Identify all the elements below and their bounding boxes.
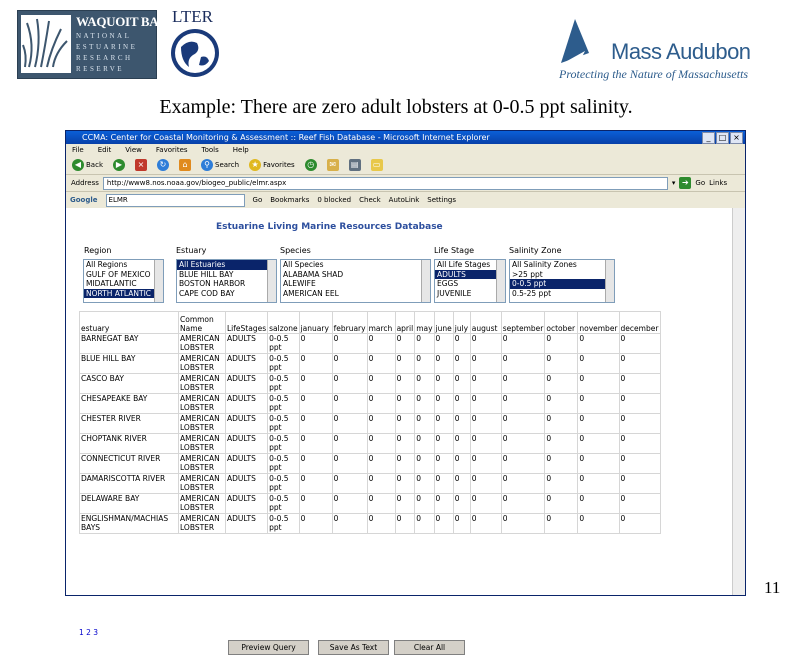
window-titlebar[interactable] (66, 131, 745, 144)
table-cell: 0 (367, 434, 395, 454)
column-header: november (578, 312, 619, 334)
table-cell: 0 (453, 474, 470, 494)
table-cell: 0 (415, 514, 434, 534)
table-cell: 0 (619, 414, 660, 434)
google-search-input[interactable]: ELMR (106, 194, 245, 207)
table-cell: ADULTS (226, 354, 268, 374)
table-cell: BARNEGAT BAY (80, 334, 179, 354)
list-option[interactable]: All Regions (86, 260, 128, 269)
table-cell: 0 (501, 414, 545, 434)
column-header: september (501, 312, 545, 334)
menu-file[interactable]: File (72, 146, 84, 154)
region-label: Region (84, 246, 112, 255)
table-cell: DELAWARE BAY (80, 494, 179, 514)
table-cell: AMERICAN LOBSTER (179, 514, 226, 534)
table-cell: 0 (470, 334, 501, 354)
table-cell: ADULTS (226, 434, 268, 454)
table-cell: 0 (434, 514, 453, 534)
table-row (80, 434, 661, 454)
table-row (80, 454, 661, 474)
table-cell: AMERICAN LOBSTER (179, 334, 226, 354)
table-cell: 0 (332, 494, 367, 514)
spellcheck-button[interactable]: Check (359, 196, 381, 204)
table-cell: 0 (299, 474, 332, 494)
table-cell: 0 (578, 394, 619, 414)
table-cell: ADULTS (226, 474, 268, 494)
table-cell: 0 (367, 334, 395, 354)
table-cell: 0 (367, 514, 395, 534)
table-cell: 0 (619, 454, 660, 474)
lter-title: LTER (172, 7, 213, 26)
table-cell: 0 (367, 474, 395, 494)
table-cell: 0 (619, 374, 660, 394)
forward-arrow-icon[interactable]: ▶ (113, 159, 125, 171)
menu-view[interactable]: View (125, 146, 142, 154)
save-as-text-button[interactable]: Save As Text (318, 640, 389, 655)
slide-caption: Example: There are zero adult lobsters at 0-0.5 ppt salinity. (159, 96, 633, 118)
back-label: Back (86, 161, 103, 169)
page-scrollbar[interactable] (732, 208, 745, 595)
favorites-label: Favorites (263, 161, 295, 169)
list-option-selected[interactable]: All Estuaries (177, 260, 276, 270)
table-cell: 0-0.5 ppt (268, 414, 299, 434)
menu-tools[interactable]: Tools (201, 146, 219, 154)
table-cell: ADULTS (226, 374, 268, 394)
column-header: march (367, 312, 395, 334)
table-cell: 0 (299, 454, 332, 474)
maximize-button[interactable]: □ (716, 132, 729, 144)
pagination-links[interactable]: 1 2 3 (79, 628, 99, 637)
star-icon: ★ (249, 159, 261, 171)
table-cell: 0 (501, 374, 545, 394)
estuary-label: Estuary (176, 246, 207, 255)
menu-bar (66, 144, 745, 156)
clear-all-button[interactable]: Clear All (394, 640, 465, 655)
table-cell: 0 (395, 394, 415, 414)
table-header-row (80, 312, 661, 334)
links-button[interactable]: Links (709, 179, 728, 187)
table-cell: 0 (395, 434, 415, 454)
table-cell: 0 (619, 434, 660, 454)
list-option[interactable]: All Salinity Zones (512, 260, 577, 269)
globe-icon (171, 29, 219, 77)
list-option[interactable]: 0.5-25 ppt (512, 288, 552, 298)
table-cell: 0 (367, 394, 395, 414)
table-cell: 0 (545, 394, 578, 414)
table-cell: 0 (453, 334, 470, 354)
table-cell: 0 (395, 414, 415, 434)
table-cell: 0 (453, 374, 470, 394)
table-cell: 0 (299, 434, 332, 454)
go-button[interactable]: Go (695, 179, 706, 187)
google-logo: Google (70, 196, 98, 204)
column-header: april (395, 312, 415, 334)
table-cell: 0 (332, 434, 367, 454)
table-cell: 0 (619, 514, 660, 534)
slide-number: 11 (764, 578, 781, 597)
table-cell: 0 (545, 454, 578, 474)
table-cell: CASCO BAY (80, 374, 179, 394)
bookmarks-button[interactable]: Bookmarks (270, 196, 310, 204)
column-header: july (453, 312, 470, 334)
table-cell: 0 (578, 374, 619, 394)
waquoit-line: RESERVE (76, 65, 125, 73)
table-cell: 0 (619, 494, 660, 514)
mass-audubon-name: Mass Audubon (611, 39, 751, 64)
table-cell: 0 (470, 514, 501, 534)
list-option[interactable]: JUVENILE (437, 288, 472, 298)
table-cell: 0-0.5 ppt (268, 394, 299, 414)
table-cell: ADULTS (226, 334, 268, 354)
table-cell: 0 (501, 474, 545, 494)
table-cell: 0 (453, 394, 470, 414)
table-cell: 0 (332, 354, 367, 374)
table-cell: 0 (501, 454, 545, 474)
table-cell: 0 (578, 474, 619, 494)
waquoit-line: RESEARCH (76, 54, 133, 62)
table-cell: 0 (367, 374, 395, 394)
table-cell: 0 (470, 474, 501, 494)
table-cell: 0 (415, 374, 434, 394)
list-option[interactable]: ALABAMA SHAD (283, 269, 344, 279)
table-cell: 0 (501, 434, 545, 454)
table-cell: 0 (299, 374, 332, 394)
window-title: CCMA: Center for Coastal Monitoring & Assessment :: Reef Fish Database - Microsoft Internet Explorer (82, 133, 490, 142)
table-cell: 0 (395, 354, 415, 374)
list-option-selected[interactable]: 0-0.5 ppt (510, 279, 614, 289)
table-cell: ADULTS (226, 454, 268, 474)
salinity-listbox[interactable] (509, 259, 615, 303)
table-cell: 0 (299, 494, 332, 514)
list-option[interactable]: GULF OF MEXICO (86, 269, 151, 279)
table-cell: 0-0.5 ppt (268, 474, 299, 494)
table-cell: 0 (545, 374, 578, 394)
table-cell: 0 (545, 334, 578, 354)
table-cell: 0 (299, 394, 332, 414)
table-cell: 0 (367, 354, 395, 374)
table-cell: CHESAPEAKE BAY (80, 394, 179, 414)
table-cell: CHESTER RIVER (80, 414, 179, 434)
table-cell: 0 (619, 474, 660, 494)
column-header: LifeStages (226, 312, 268, 334)
list-option[interactable]: All Species (283, 260, 324, 269)
mail-icon[interactable]: ✉ (327, 159, 339, 171)
table-cell: 0 (545, 354, 578, 374)
region-listbox[interactable] (83, 259, 164, 303)
table-cell: 0-0.5 ppt (268, 334, 299, 354)
table-cell: 0 (470, 354, 501, 374)
table-cell: 0 (619, 354, 660, 374)
list-option-selected[interactable]: NORTH ATLANTIC (84, 289, 163, 299)
table-cell: 0 (395, 334, 415, 354)
table-cell: 0 (501, 334, 545, 354)
table-cell: 0 (332, 374, 367, 394)
search-button[interactable] (201, 159, 239, 171)
table-cell: ADULTS (226, 514, 268, 534)
table-cell: BLUE HILL BAY (80, 354, 179, 374)
listbox-scrollbar[interactable] (496, 260, 505, 302)
table-cell: 0 (434, 494, 453, 514)
back-arrow-icon: ◀ (72, 159, 84, 171)
menu-edit[interactable]: Edit (97, 146, 112, 154)
close-button[interactable]: × (730, 132, 743, 144)
table-cell: 0-0.5 ppt (268, 494, 299, 514)
table-cell: 0 (578, 354, 619, 374)
list-option[interactable]: AMERICAN EEL (283, 288, 339, 298)
page-title: Estuarine Living Marine Resources Database (216, 222, 443, 232)
list-option[interactable]: BOSTON HARBOR (179, 279, 246, 289)
table-cell: AMERICAN LOBSTER (179, 354, 226, 374)
column-header: may (415, 312, 434, 334)
table-cell: 0 (434, 374, 453, 394)
back-button[interactable] (72, 159, 103, 171)
table-cell: DAMARISCOTTA RIVER (80, 474, 179, 494)
browser-toolbar (66, 156, 745, 175)
address-dropdown-icon[interactable]: ▾ (671, 179, 676, 187)
lifestage-listbox[interactable] (434, 259, 506, 303)
list-option[interactable]: All Life Stages (437, 260, 491, 269)
listbox-scrollbar[interactable] (605, 260, 614, 302)
list-option[interactable]: MIDATLANTIC (86, 279, 137, 289)
table-cell: 0 (501, 354, 545, 374)
table-cell: 0 (578, 494, 619, 514)
search-label: Search (215, 161, 240, 169)
table-cell: 0 (415, 334, 434, 354)
table-cell: 0 (332, 334, 367, 354)
table-cell: 0 (545, 414, 578, 434)
table-cell: 0 (501, 494, 545, 514)
table-cell: 0 (332, 514, 367, 534)
table-cell: 0 (299, 414, 332, 434)
menu-help[interactable]: Help (232, 146, 249, 154)
table-cell: 0 (619, 394, 660, 414)
listbox-scrollbar[interactable] (267, 260, 276, 302)
table-cell: 0 (367, 454, 395, 474)
list-option[interactable]: ALEWIFE (283, 279, 316, 289)
results-table (79, 311, 661, 534)
address-label: Address (71, 179, 99, 187)
table-row (80, 334, 661, 354)
column-header: january (299, 312, 332, 334)
lter-logo (168, 7, 224, 81)
table-cell: 0 (470, 434, 501, 454)
table-cell: AMERICAN LOBSTER (179, 374, 226, 394)
table-cell: 0 (395, 454, 415, 474)
address-bar (66, 175, 745, 192)
go-arrow-icon[interactable]: ➔ (679, 177, 691, 189)
table-cell: 0 (578, 514, 619, 534)
table-cell: 0 (470, 374, 501, 394)
favorites-button[interactable] (249, 159, 295, 171)
table-cell: 0 (501, 514, 545, 534)
waquoit-bay-logo (17, 10, 167, 79)
table-cell: 0 (470, 454, 501, 474)
list-option[interactable]: EGGS (437, 279, 459, 289)
table-cell: 0 (332, 474, 367, 494)
table-cell: 0 (453, 514, 470, 534)
species-label: Species (280, 246, 311, 255)
estuary-listbox[interactable] (176, 259, 277, 303)
table-row (80, 374, 661, 394)
list-option[interactable]: CAPE COD BAY (179, 288, 235, 298)
table-cell: AMERICAN LOBSTER (179, 434, 226, 454)
menu-favorites[interactable]: Favorites (155, 146, 188, 154)
stop-icon[interactable]: × (135, 159, 147, 171)
table-cell: 0 (415, 474, 434, 494)
table-cell: AMERICAN LOBSTER (179, 454, 226, 474)
table-cell: 0 (470, 414, 501, 434)
table-cell: 0 (415, 434, 434, 454)
table-cell: 0 (578, 334, 619, 354)
table-cell: ADULTS (226, 494, 268, 514)
table-cell: 0 (415, 354, 434, 374)
minimize-button[interactable]: _ (702, 132, 715, 144)
table-cell: 0 (415, 454, 434, 474)
waquoit-line: ESTUARINE (76, 43, 138, 51)
list-option-selected[interactable]: ADULTS (435, 270, 505, 280)
table-cell: 0 (395, 374, 415, 394)
table-cell: 0 (619, 334, 660, 354)
table-row (80, 494, 661, 514)
table-cell: ENGLISHMAN/MACHIAS BAYS (80, 514, 179, 534)
table-cell: 0 (453, 414, 470, 434)
table-row (80, 414, 661, 434)
table-cell: 0 (415, 494, 434, 514)
table-cell: 0 (332, 394, 367, 414)
table-cell: 0 (299, 334, 332, 354)
list-option[interactable]: >25 ppt (512, 269, 543, 279)
table-cell: AMERICAN LOBSTER (179, 394, 226, 414)
column-header: Common Name (179, 312, 226, 334)
column-header: february (332, 312, 367, 334)
settings-button[interactable]: Settings (427, 196, 456, 204)
table-cell: 0 (415, 414, 434, 434)
table-cell: 0-0.5 ppt (268, 434, 299, 454)
table-cell: 0 (453, 494, 470, 514)
table-cell: 0 (367, 494, 395, 514)
mass-audubon-tagline: Protecting the Nature of Massachusetts (559, 67, 749, 81)
table-cell: 0 (545, 494, 578, 514)
listbox-scrollbar[interactable] (421, 260, 430, 302)
home-icon[interactable]: ⌂ (179, 159, 191, 171)
table-cell: 0 (434, 434, 453, 454)
table-cell: 0 (578, 434, 619, 454)
species-listbox[interactable] (280, 259, 431, 303)
table-row (80, 394, 661, 414)
table-cell: 0 (415, 394, 434, 414)
table-cell: CONNECTICUT RIVER (80, 454, 179, 474)
table-cell: 0 (299, 514, 332, 534)
address-input[interactable]: http://www8.nos.noaa.gov/biogeo_public/elmr.aspx (103, 177, 668, 190)
column-header: salzone (268, 312, 299, 334)
autolink-button[interactable]: AutoLink (388, 196, 420, 204)
column-header: august (470, 312, 501, 334)
table-cell: AMERICAN LOBSTER (179, 414, 226, 434)
table-cell: 0 (578, 414, 619, 434)
waquoit-title: WAQUOIT BAY (76, 14, 167, 29)
table-cell: 0 (434, 394, 453, 414)
table-cell: 0-0.5 ppt (268, 354, 299, 374)
table-cell: 0 (395, 514, 415, 534)
table-row (80, 514, 661, 534)
table-cell: 0 (545, 514, 578, 534)
lifestage-label: Life Stage (434, 246, 475, 255)
grass-icon (21, 15, 71, 73)
print-icon[interactable]: ▤ (349, 159, 361, 171)
table-row (80, 354, 661, 374)
table-cell: 0 (453, 354, 470, 374)
table-cell: 0 (367, 414, 395, 434)
column-header: june (434, 312, 453, 334)
table-cell: 0 (453, 434, 470, 454)
google-toolbar (66, 192, 745, 209)
table-cell: 0 (470, 494, 501, 514)
waquoit-line: NATIONAL (76, 32, 132, 40)
table-cell: 0 (578, 454, 619, 474)
table-cell: 0 (434, 334, 453, 354)
preview-query-button[interactable]: Preview Query (228, 640, 309, 655)
browser-window (65, 130, 746, 652)
page-content (66, 208, 733, 652)
table-cell: AMERICAN LOBSTER (179, 494, 226, 514)
table-row (80, 474, 661, 494)
refresh-icon[interactable]: ↻ (157, 159, 169, 171)
list-option[interactable]: BLUE HILL BAY (179, 269, 234, 279)
history-icon[interactable]: ◷ (305, 159, 317, 171)
listbox-scrollbar[interactable] (154, 260, 163, 302)
results-table-body (80, 334, 661, 534)
table-cell: 0 (395, 494, 415, 514)
column-header: estuary (80, 312, 179, 334)
table-cell: 0-0.5 ppt (268, 514, 299, 534)
table-cell: 0 (501, 394, 545, 414)
table-cell: ADULTS (226, 394, 268, 414)
folder-icon[interactable]: ▭ (371, 159, 383, 171)
results-table-head (80, 312, 661, 334)
table-cell: 0 (434, 414, 453, 434)
mass-audubon-logo (555, 15, 770, 85)
google-go-button[interactable]: Go (252, 196, 263, 204)
column-header: december (619, 312, 660, 334)
table-cell: ADULTS (226, 414, 268, 434)
table-cell: 0 (470, 394, 501, 414)
table-cell: 0 (332, 454, 367, 474)
table-cell: 0-0.5 ppt (268, 374, 299, 394)
table-cell: 0 (545, 474, 578, 494)
table-cell: 0 (434, 474, 453, 494)
table-cell: 0 (332, 414, 367, 434)
table-cell: 0 (545, 434, 578, 454)
table-cell: 0 (434, 354, 453, 374)
table-cell: AMERICAN LOBSTER (179, 474, 226, 494)
column-header: october (545, 312, 578, 334)
table-cell: 0 (453, 454, 470, 474)
table-cell: CHOPTANK RIVER (80, 434, 179, 454)
table-cell: 0 (395, 474, 415, 494)
table-cell: 0 (434, 454, 453, 474)
table-cell: 0-0.5 ppt (268, 454, 299, 474)
search-icon: ⚲ (201, 159, 213, 171)
salinity-label: Salinity Zone (509, 246, 562, 255)
popup-blocked-counter[interactable]: 0 blocked (317, 196, 352, 204)
table-cell: 0 (299, 354, 332, 374)
heron-icon (557, 17, 611, 65)
